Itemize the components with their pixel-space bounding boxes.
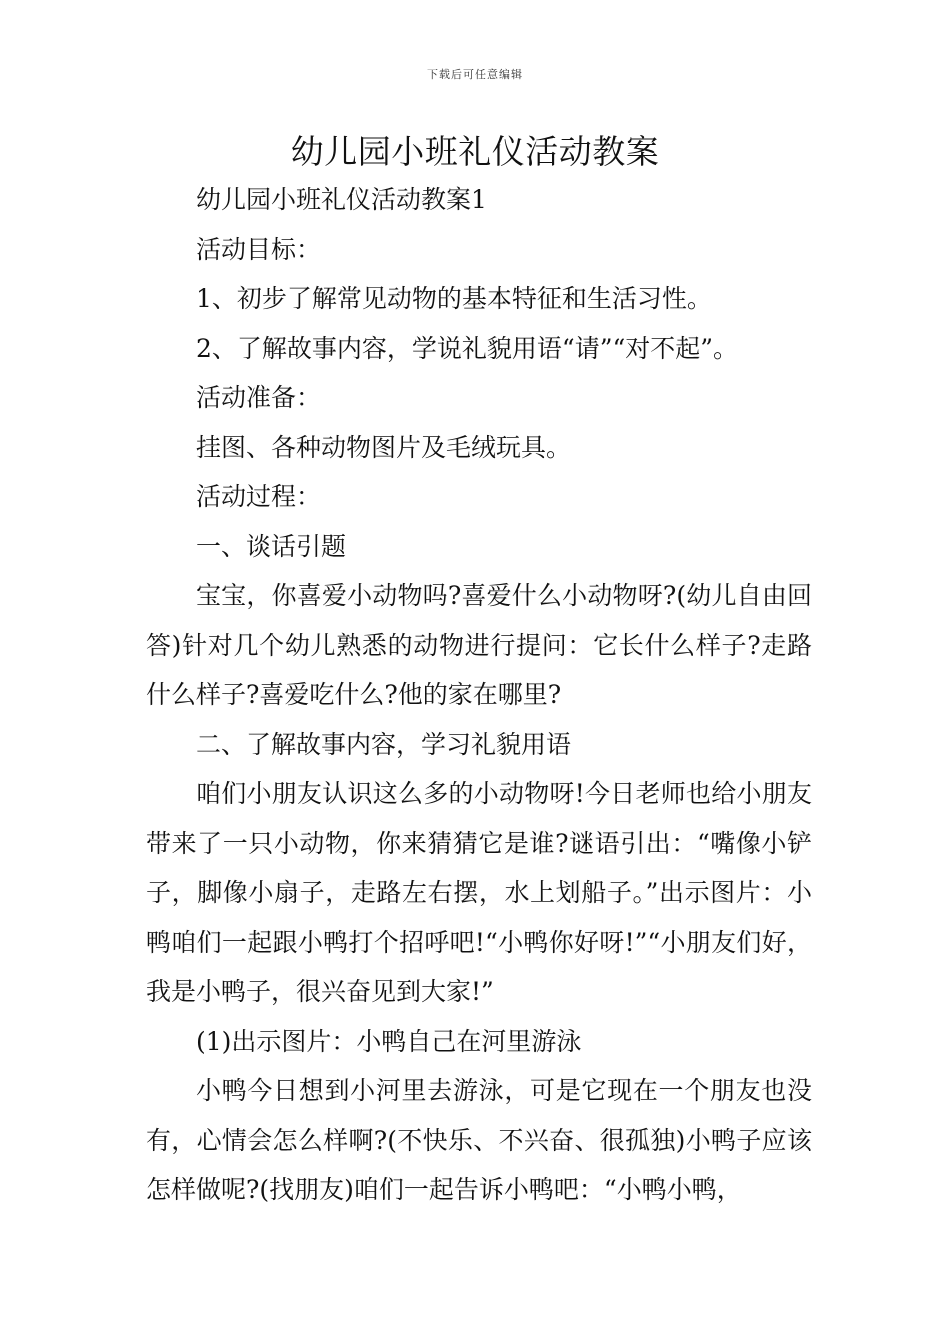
document-body	[146, 175, 812, 1215]
section-heading: 幼儿园小班礼仪活动教案1	[196, 185, 487, 214]
paragraph: 活动准备：	[196, 383, 322, 412]
paragraph: 宝宝，你喜爱小动物吗?喜爱什么小动物呀?(幼儿自由回答)针对几个幼儿熟悉的动物进行提问：它长什么样子?走路什么样子?喜爱吃什么?他的家在哪里?	[146, 581, 812, 709]
paragraph: (1)出示图片：小鸭自己在河里游泳	[196, 1026, 582, 1056]
paragraph: 1、初步了解常见动物的基本特征和生活习性。	[196, 284, 712, 313]
document-title: 幼儿园小班礼仪活动教案	[290, 132, 660, 171]
header-note: 下载后可任意编辑	[427, 68, 523, 81]
paragraph: 活动过程：	[196, 482, 322, 511]
paragraph: 挂图、各种动物图片及毛绒玩具。	[196, 432, 572, 462]
paragraph: 活动目标：	[196, 234, 322, 264]
paragraph: 咱们小朋友认识这么多的小动物呀!今日老师也给小朋友带来了一只小动物，你来猜猜它是谁?谜语引出：“嘴像小铲子，脚像小扇子，走路左右摆，水上划船子。”出示图片：小鸭咱们一起跟小鸭打个招呼吧!“小鸭你好呀!”“小朋友们好，我是小鸭子，很兴奋见到大家!”	[146, 779, 812, 1006]
paragraph: 一、谈话引题	[196, 531, 347, 561]
paragraph: 二、了解故事内容，学习礼貌用语	[196, 729, 572, 759]
paragraph: 小鸭今日想到小河里去游泳，可是它现在一个朋友也没有，心情会怎么样啊?(不快乐、不兴奋、很孤独)小鸭子应该怎样做呢?(找朋友)咱们一起告诉小鸭吧：“小鸭小鸭，	[146, 1076, 812, 1204]
paragraph: 2、了解故事内容，学说礼貌用语“请”“对不起”。	[196, 333, 739, 363]
